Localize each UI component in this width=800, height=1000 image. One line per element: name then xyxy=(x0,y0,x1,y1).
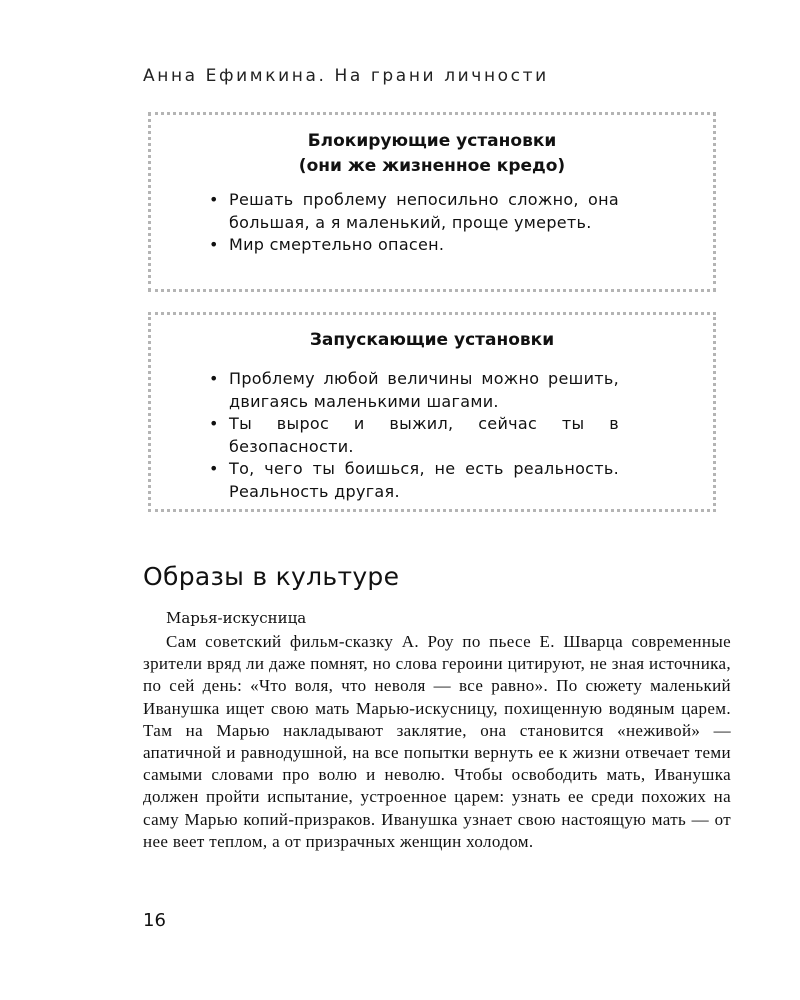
blocking-beliefs-title-line1: Блокирующие установки xyxy=(307,131,557,151)
launching-belief-item: • Проблему любой величины можно решить, двигаясь маленькими шагами. xyxy=(229,368,619,413)
launching-beliefs-list xyxy=(151,368,619,503)
blocking-belief-item: • Мир смертельно опасен. xyxy=(229,234,619,257)
section-title: Образы в культуре xyxy=(143,562,400,591)
running-header: Анна Ефимкина. На грани личности xyxy=(143,66,549,86)
page-number: 16 xyxy=(143,910,166,931)
launching-belief-item: • То, чего ты боишься, не есть реальность. Реальность другая. xyxy=(229,458,619,503)
blocking-beliefs-list xyxy=(151,189,619,257)
blocking-beliefs-box xyxy=(148,112,716,292)
launching-belief-item: • Ты вырос и выжил, сейчас ты в безопасности. xyxy=(229,413,619,458)
blocking-beliefs-title xyxy=(151,129,713,179)
launching-beliefs-title: Запускающие установки xyxy=(309,330,555,350)
launching-beliefs-box xyxy=(148,312,716,512)
body-paragraph: Сам советский фильм-сказку А. Роу по пьесе Е. Шварца современные зрители вряд ли даже помнят, но слова героини цитируют, не зная источника, по сей день: «Что воля, что неволя — все равно». По сюжету маленький Иванушка ищет свою мать Марью-искусницу, похищенную водяным царем. Там на Марью накладывают заклятие, она становится «неживой» — апатичной и равнодушной, на все попытки вернуть ее к жизни отвечает теми самыми словами про волю и неволю. Чтобы освободить мать, Иванушка должен пройти испытание, устроенное царем: узнать ее среди похожих на саму Марью копий-призраков. Иванушка узнает свою настоящую мать — от нее веет теплом, а от призрачных женщин холодом. xyxy=(143,632,731,851)
blocking-belief-item: • Решать проблему непосильно сложно, она большая, а я маленький, проще умереть. xyxy=(229,189,619,234)
blocking-beliefs-title-line2: (они же жизненное кредо) xyxy=(298,156,566,176)
subsection-title: Марья-искусница xyxy=(166,609,307,627)
